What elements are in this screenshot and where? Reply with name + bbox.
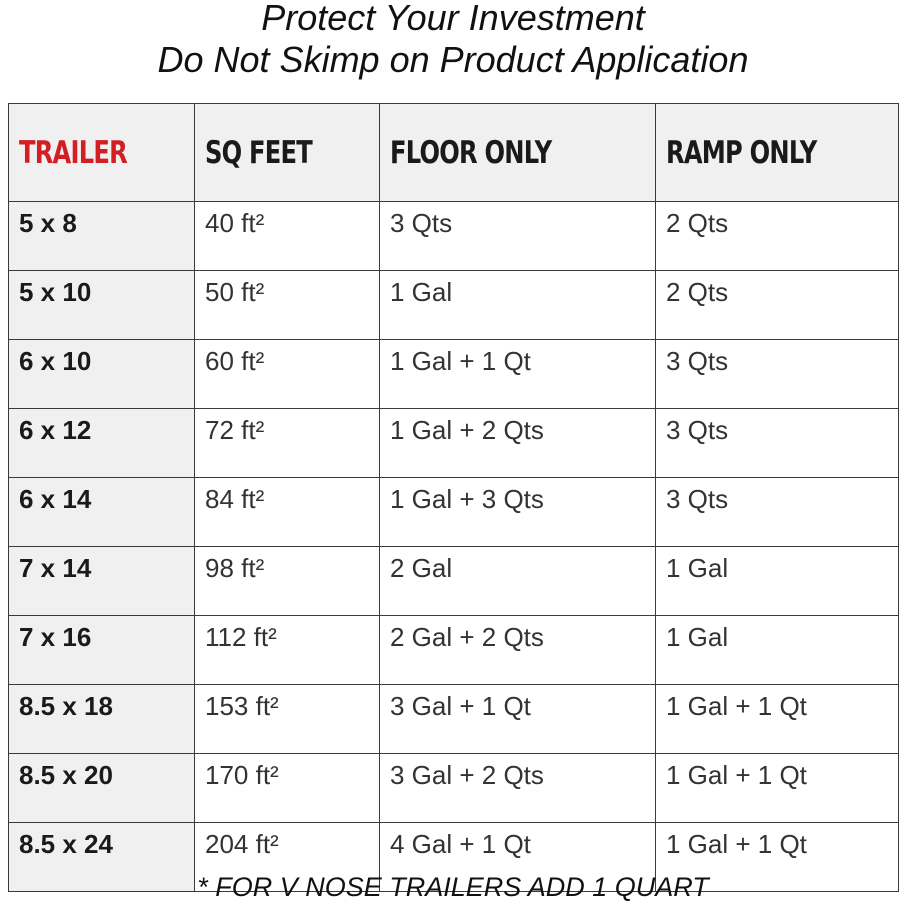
- ramp-only-cell: 1 Gal + 1 Qt: [656, 754, 899, 823]
- trailer-size-cell: 5 x 8: [9, 202, 195, 271]
- table-row: [9, 340, 899, 409]
- sq-feet-cell: 84 ft²: [195, 478, 380, 547]
- footnote: * FOR V NOSE TRAILERS ADD 1 QUART: [197, 872, 709, 902]
- trailer-size-cell: 7 x 16: [9, 616, 195, 685]
- heading-line-2: Do Not Skimp on Product Application: [157, 39, 749, 80]
- sq-feet-cell: 98 ft²: [195, 547, 380, 616]
- table-row: [9, 478, 899, 547]
- table-row: [9, 685, 899, 754]
- coverage-table: [8, 103, 899, 892]
- trailer-size-cell: 6 x 10: [9, 340, 195, 409]
- trailer-size-cell: 8.5 x 24: [9, 823, 195, 892]
- floor-only-cell: 2 Gal + 2 Qts: [380, 616, 656, 685]
- sq-feet-cell: 153 ft²: [195, 685, 380, 754]
- ramp-only-cell: 2 Qts: [656, 202, 899, 271]
- table-row: [9, 409, 899, 478]
- table-row: [9, 202, 899, 271]
- heading-line-1: Protect Your Investment: [261, 0, 645, 38]
- ramp-only-cell: 2 Qts: [656, 271, 899, 340]
- floor-only-cell: 3 Qts: [380, 202, 656, 271]
- sq-feet-cell: 40 ft²: [195, 202, 380, 271]
- ramp-only-cell: 1 Gal + 1 Qt: [656, 823, 899, 892]
- sq-feet-cell: 112 ft²: [195, 616, 380, 685]
- table-row: [9, 547, 899, 616]
- trailer-size-cell: 7 x 14: [9, 547, 195, 616]
- trailer-size-cell: 5 x 10: [9, 271, 195, 340]
- trailer-size-cell: 6 x 14: [9, 478, 195, 547]
- sq-feet-cell: 204 ft²: [195, 823, 380, 892]
- sq-feet-cell: 170 ft²: [195, 754, 380, 823]
- floor-only-cell: 1 Gal: [380, 271, 656, 340]
- sq-feet-cell: 60 ft²: [195, 340, 380, 409]
- header-ramp-only: RAMP ONLY: [656, 104, 899, 202]
- trailer-size-cell: 6 x 12: [9, 409, 195, 478]
- floor-only-cell: 3 Gal + 2 Qts: [380, 754, 656, 823]
- ramp-only-cell: 1 Gal + 1 Qt: [656, 685, 899, 754]
- sq-feet-cell: 72 ft²: [195, 409, 380, 478]
- table-row: [9, 754, 899, 823]
- sq-feet-cell: 50 ft²: [195, 271, 380, 340]
- ramp-only-cell: 3 Qts: [656, 340, 899, 409]
- trailer-size-cell: 8.5 x 20: [9, 754, 195, 823]
- floor-only-cell: 2 Gal: [380, 547, 656, 616]
- floor-only-cell: 1 Gal + 1 Qt: [380, 340, 656, 409]
- header-trailer: TRAILER: [9, 104, 195, 202]
- header-sq-feet: SQ FEET: [195, 104, 380, 202]
- ramp-only-cell: 3 Qts: [656, 409, 899, 478]
- floor-only-cell: 3 Gal + 1 Qt: [380, 685, 656, 754]
- ramp-only-cell: 1 Gal: [656, 616, 899, 685]
- table-row: [9, 271, 899, 340]
- ramp-only-cell: 1 Gal: [656, 547, 899, 616]
- table-row: [9, 616, 899, 685]
- table-header-row: [9, 104, 899, 202]
- floor-only-cell: 1 Gal + 2 Qts: [380, 409, 656, 478]
- floor-only-cell: 1 Gal + 3 Qts: [380, 478, 656, 547]
- header-floor-only: FLOOR ONLY: [380, 104, 656, 202]
- trailer-size-cell: 8.5 x 18: [9, 685, 195, 754]
- floor-only-cell: 4 Gal + 1 Qt: [380, 823, 656, 892]
- ramp-only-cell: 3 Qts: [656, 478, 899, 547]
